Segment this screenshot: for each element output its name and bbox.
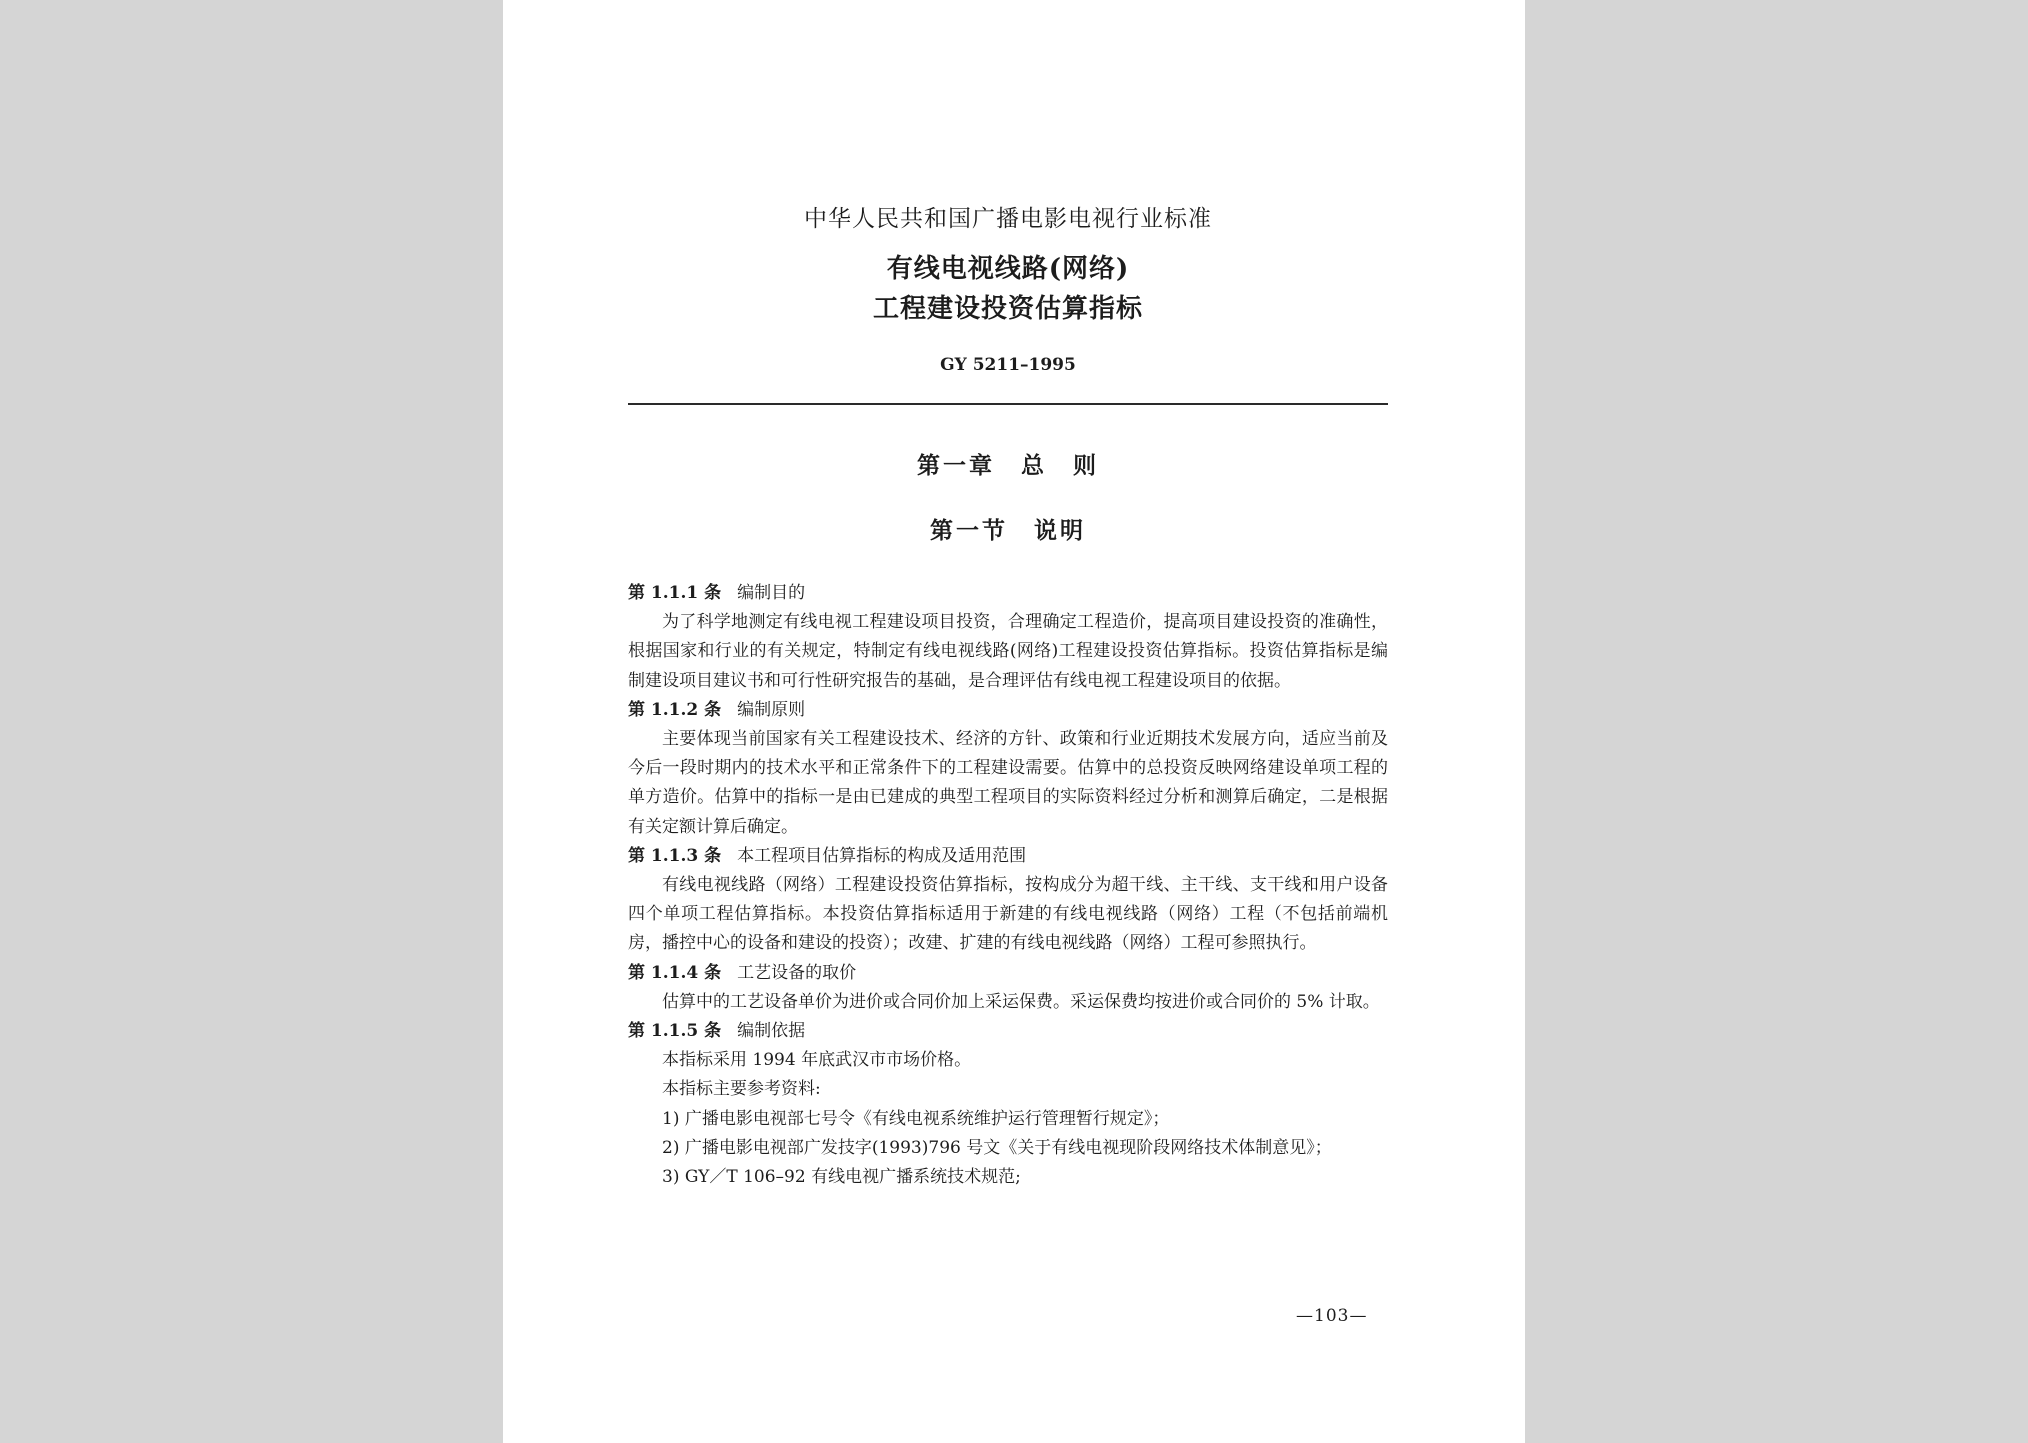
reference-item: 3) GY／T 106–92 有线电视广播系统技术规范;	[662, 1167, 1021, 1188]
document-page	[503, 0, 1525, 1443]
article-heading	[628, 579, 1388, 608]
article-heading	[628, 1017, 1388, 1046]
article-title: 工艺设备的取价	[737, 962, 857, 983]
document-body	[628, 579, 1388, 1192]
chapter-heading: 第一章 总 则	[917, 452, 1099, 479]
issuing-organization: 中华人民共和国广播电影电视行业标准	[804, 206, 1212, 232]
article-paragraph: 本指标主要参考资料:	[662, 1079, 821, 1100]
page-content	[628, 200, 1388, 1192]
article-heading	[628, 842, 1388, 871]
article-heading	[628, 696, 1388, 725]
standard-title-line-1: 有线电视线路(网络)	[886, 254, 1130, 284]
article-paragraph: 主要体现当前国家有关工程建设技术、经济的方针、政策和行业近期技术发展方向，适应当前及今后一段时期内的技术水平和正常条件下的工程建设需要。估算中的总投资反映网络建设单项工程的单方造价。估算中的指标一是由已建成的典型工程项目的实际资料经过分析和测算后确定，二是根据有关定额计算后确定。	[628, 729, 1388, 837]
header-divider	[628, 403, 1388, 405]
article-number: 第 1.1.4 条	[628, 962, 722, 983]
article-paragraph: 为了科学地测定有线电视工程建设项目投资，合理确定工程造价，提高项目建设投资的准确性，根据国家和行业的有关规定，特制定有线电视线路(网络)工程建设投资估算指标。投资估算指标是编制建设项目建议书和可行性研究报告的基础，是合理评估有线电视工程建设项目的依据。	[628, 612, 1388, 691]
article-number: 第 1.1.3 条	[628, 845, 722, 866]
article-title: 编制依据	[737, 1021, 806, 1042]
reference-item: 1) 广播电影电视部七号令《有线电视系统维护运行管理暂行规定》；	[662, 1108, 1170, 1129]
article-number: 第 1.1.2 条	[628, 699, 722, 720]
page-number: —103—	[1296, 1306, 1368, 1326]
section-heading: 第一节 说明	[930, 517, 1086, 544]
standard-code: GY 5211–1995	[940, 355, 1076, 375]
article-title: 本工程项目估算指标的构成及适用范围	[737, 845, 1027, 866]
article-number: 第 1.1.1 条	[628, 583, 722, 603]
standard-title-line-2: 工程建设投资估算指标	[872, 294, 1143, 324]
article-title: 编制原则	[737, 699, 806, 720]
article-paragraph: 本指标采用 1994 年底武汉市市场价格。	[662, 1050, 972, 1071]
article-paragraph: 有线电视线路（网络）工程建设投资估算指标，按构成分为超干线、主干线、支干线和用户设备四个单项工程估算指标。本投资估算指标适用于新建的有线电视线路（网络）工程（不包括前端机房，播控中心的设备和建设的投资）；改建、扩建的有线电视线路（网络）工程可参照执行。	[628, 875, 1388, 954]
reference-item: 2) 广播电影电视部广发技字(1993)796 号文《关于有线电视现阶段网络技术体制意见》；	[662, 1137, 1332, 1158]
article-number: 第 1.1.5 条	[628, 1021, 722, 1042]
article-paragraph: 估算中的工艺设备单价为进价或合同价加上采运保费。采运保费均按进价或合同价的 5% 计取。	[662, 991, 1380, 1012]
article-heading	[628, 959, 1388, 988]
article-title: 编制目的	[737, 583, 806, 603]
